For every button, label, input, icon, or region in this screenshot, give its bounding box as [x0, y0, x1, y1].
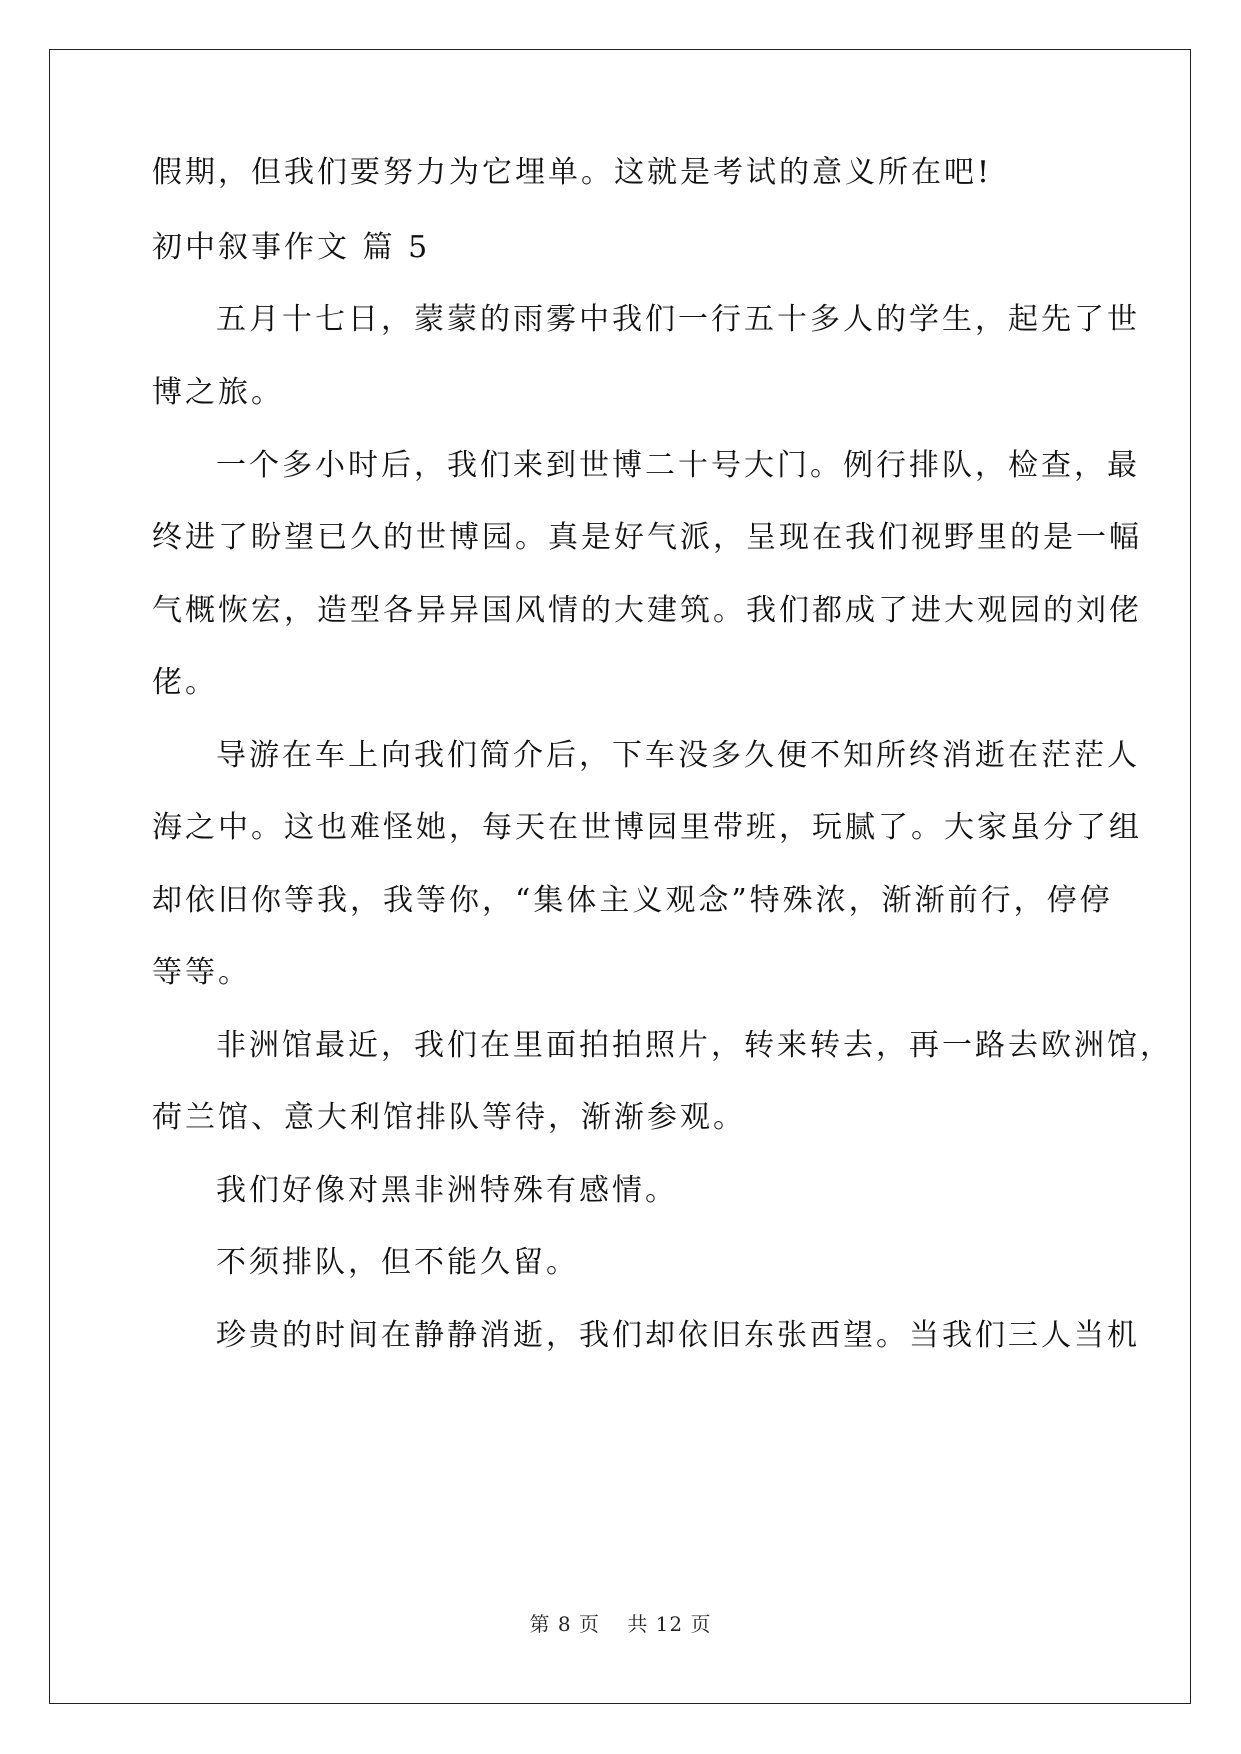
page-border [49, 49, 1191, 1704]
paragraph-line: 导游在车上向我们简介后，下车没多久便不知所终消逝在茫茫人 [216, 738, 1140, 773]
page-footer [0, 1608, 1241, 1637]
paragraph-line: 却依旧你等我，我等你，“集体主义观念”特殊浓，渐渐前行，停停 [152, 883, 1113, 918]
paragraph-line: 我们好像对黑非洲特殊有感情。 [216, 1173, 678, 1208]
page-total: 共 12 页 [627, 1612, 712, 1636]
page-number: 第 8 页 [529, 1612, 600, 1636]
paragraph-line: 荷兰馆、意大利馆排队等待，渐渐参观。 [152, 1100, 746, 1135]
section-heading: 初中叙事作文 篇 5 [152, 230, 431, 265]
paragraph-line: 珍贵的时间在静静消逝，我们却依旧东张西望。当我们三人当机 [216, 1318, 1140, 1353]
paragraph-line: 终进了盼望已久的世博园。真是好气派，呈现在我们视野里的是一幅 [152, 520, 1142, 555]
paragraph-line: 海之中。这也难怪她，每天在世博园里带班，玩腻了。大家虽分了组 [152, 810, 1142, 845]
paragraph-line: 假期，但我们要努力为它埋单。这就是考试的意义所在吧! [152, 155, 993, 190]
paragraph-line: 不须排队，但不能久留。 [216, 1245, 579, 1280]
paragraph-line: 佬。 [152, 665, 218, 700]
paragraph-line: 博之旅。 [152, 375, 284, 410]
paragraph-line: 一个多小时后，我们来到世博二十号大门。例行排队，检查，最 [216, 448, 1140, 483]
paragraph-line: 等等。 [152, 955, 251, 990]
paragraph-line: 非洲馆最近，我们在里面拍拍照片，转来转去，再一路去欧洲馆， [216, 1028, 1173, 1063]
paragraph-line: 气概恢宏，造型各异异国风情的大建筑。我们都成了进大观园的刘佬 [152, 593, 1142, 628]
paragraph-line: 五月十七日，蒙蒙的雨雾中我们一行五十多人的学生，起先了世 [216, 302, 1140, 337]
